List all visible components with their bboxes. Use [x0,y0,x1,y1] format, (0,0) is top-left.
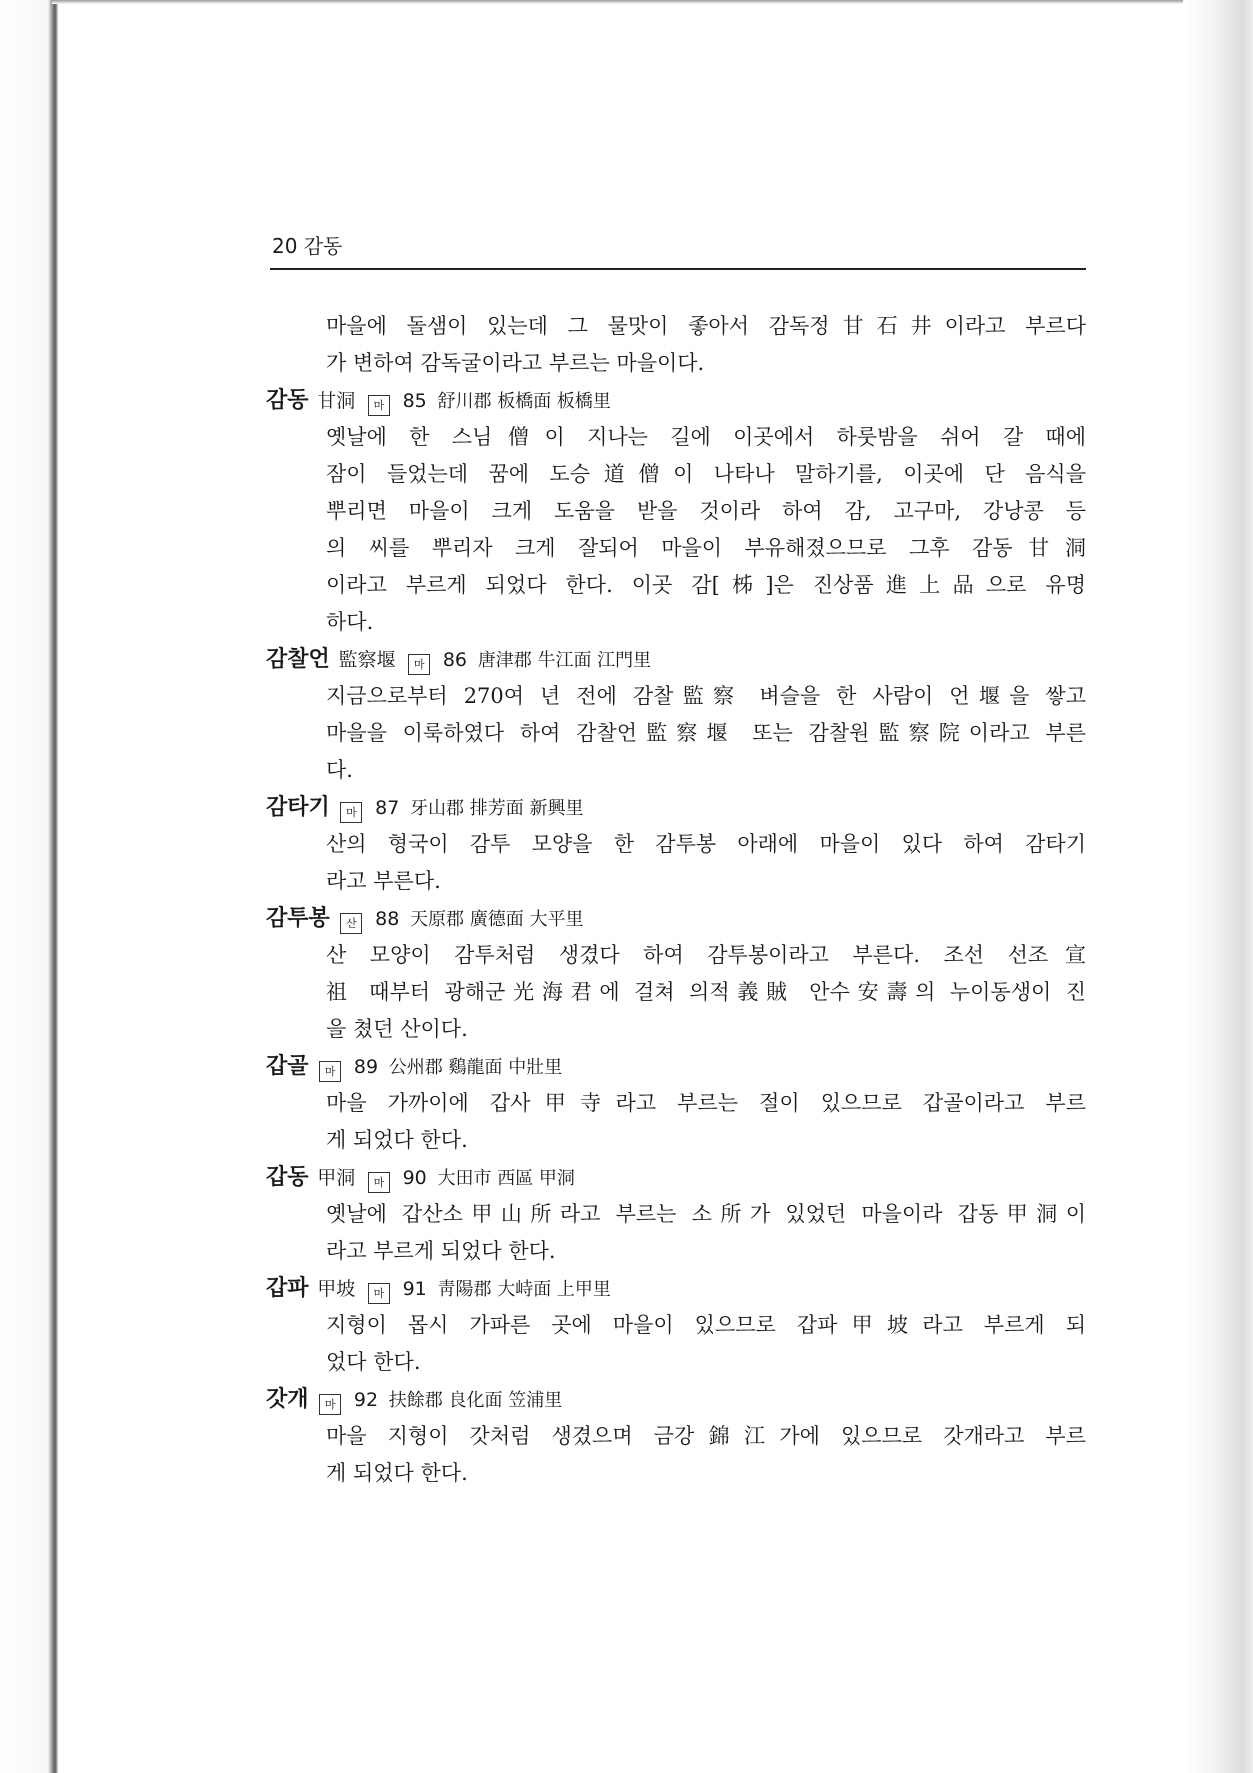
entry-heading [266,1048,1086,1085]
headword: 감타기 [266,795,330,820]
hanja: 監察堰 [338,649,396,671]
text-line: 이라고 부르게 되었다 한다. 이곳 감[柹]은 진상품進上品으로 유명 [326,573,1086,597]
headword: 갑파 [266,1276,309,1301]
entry-heading [266,1159,1086,1196]
entry-location: 天原郡 廣德面 大平里 [410,909,584,930]
entry-location: 扶餘郡 良化面 笠浦里 [388,1390,563,1411]
text-line: 마을 지형이 갓처럼 생겼으며 금강錦江가에 있으므로 갓개라고 부르 [326,1424,1086,1448]
entry-number: 91 [402,1278,427,1300]
dictionary-content [266,308,1086,1492]
entry-gapgol [266,1048,1086,1159]
entry-location: 靑陽郡 大峙面 上甲里 [437,1279,611,1300]
text-line: 산의 형국이 감투 모양을 한 감투봉 아래에 마을이 있다 하여 감타기 [326,832,1086,856]
text-line: 라고 부른다. [326,869,441,893]
text-line: 라고 부르게 되었다 한다. [326,1239,556,1263]
headword: 감동 [266,388,309,413]
text-line: 뿌리면 마을이 크게 도움을 받을 것이라 하여 감, 고구마, 강낭콩 등 [326,499,1086,523]
text-line: 게 되었다 한다. [326,1128,468,1152]
entry-number: 90 [402,1167,427,1189]
entry-number: 87 [375,797,400,819]
entry-heading [266,789,1086,826]
entry-number: 88 [375,908,400,930]
type-marker-icon: 마 [408,654,430,675]
entry-number: 86 [442,649,468,671]
entry-heading [266,382,1086,419]
entry-continuation [266,308,1086,382]
entry-gamtagi [266,789,1086,900]
entry-heading [266,1270,1086,1307]
entry-gapdong [266,1159,1086,1270]
running-header [270,226,1086,270]
entry-heading [266,1381,1086,1418]
entry-gamdong [266,382,1086,641]
type-marker-icon: 마 [368,395,390,416]
entry-heading [266,900,1086,937]
text-line: 다. [326,758,353,782]
text-line: 지형이 몹시 가파른 곳에 마을이 있으므로 갑파甲坡라고 부르게 되 [326,1313,1086,1337]
text-line: 을 쳤던 산이다. [326,1017,468,1041]
entry-number: 92 [353,1389,379,1411]
hanja: 甘洞 [317,390,356,412]
text-line: 마을에 돌샘이 있는데 그 물맛이 좋아서 감독정甘石井이라고 부르다 [326,314,1086,338]
entry-location: 公州郡 鷄龍面 中壯里 [388,1057,563,1078]
headword: 감찰언 [266,647,330,672]
entry-gappa [266,1270,1086,1381]
page-number-title: 20 감동 [272,234,343,258]
text-line: 게 되었다 한다. [326,1461,468,1485]
entry-number: 89 [353,1056,379,1078]
type-marker-icon: 마 [319,1394,341,1415]
entry-gamtubong [266,900,1086,1048]
type-marker-icon: 산 [340,913,362,934]
text-line: 마을을 이룩하였다 하여 감찰언監察堰 또는 감찰원監察院이라고 부른 [326,721,1086,745]
type-marker-icon: 마 [368,1283,390,1304]
type-marker-icon: 마 [340,802,362,823]
headword: 감투봉 [266,906,330,931]
text-line: 지금으로부터 270여 년 전에 감찰監察 벼슬을 한 사람이 언堰을 쌓고 [326,684,1086,708]
entry-gamchaleon [266,641,1086,789]
entry-location: 大田市 西區 甲洞 [437,1168,575,1189]
text-line: 마을 가까이에 갑사甲寺라고 부르는 절이 있으므로 갑골이라고 부르 [326,1091,1086,1115]
text-line: 가 변하여 감독굴이라고 부르는 마을이다. [326,351,705,375]
text-line: 었다 한다. [326,1350,421,1374]
entry-location: 牙山郡 排芳面 新興里 [410,798,584,819]
text-line: 옛날에 갑산소甲山所라고 부르는 소所가 있었던 마을이라 갑동甲洞이 [326,1202,1086,1226]
type-marker-icon: 마 [319,1061,341,1082]
text-line: 산 모양이 감투처럼 생겼다 하여 감투봉이라고 부른다. 조선 선조宣 [326,943,1086,967]
entry-gatgae [266,1381,1086,1492]
entry-heading [266,641,1086,678]
type-marker-icon: 마 [368,1172,390,1193]
text-line: 의 씨를 뿌리자 크게 잘되어 마을이 부유해졌으므로 그후 감동甘洞 [326,536,1086,560]
entry-location: 唐津郡 牛江面 江門里 [477,650,652,671]
text-line: 옛날에 한 스님僧이 지나는 길에 이곳에서 하룻밤을 쉬어 갈 때에 [326,425,1086,449]
headword: 갑골 [266,1054,309,1079]
headword: 갓개 [266,1387,309,1412]
headword: 갑동 [266,1165,309,1190]
hanja: 甲坡 [317,1278,356,1300]
hanja: 甲洞 [317,1167,356,1189]
entry-number: 85 [402,390,427,412]
text-line: 祖 때부터 광해군光海君에 걸쳐 의적義賊 안수安壽의 누이동생이 진 [326,980,1086,1004]
entry-location: 舒川郡 板橋面 板橋里 [437,391,611,412]
text-line: 하다. [326,610,374,634]
text-line: 잠이 들었는데 꿈에 도승道僧이 나타나 말하기를, 이곳에 단 음식을 [326,462,1086,486]
